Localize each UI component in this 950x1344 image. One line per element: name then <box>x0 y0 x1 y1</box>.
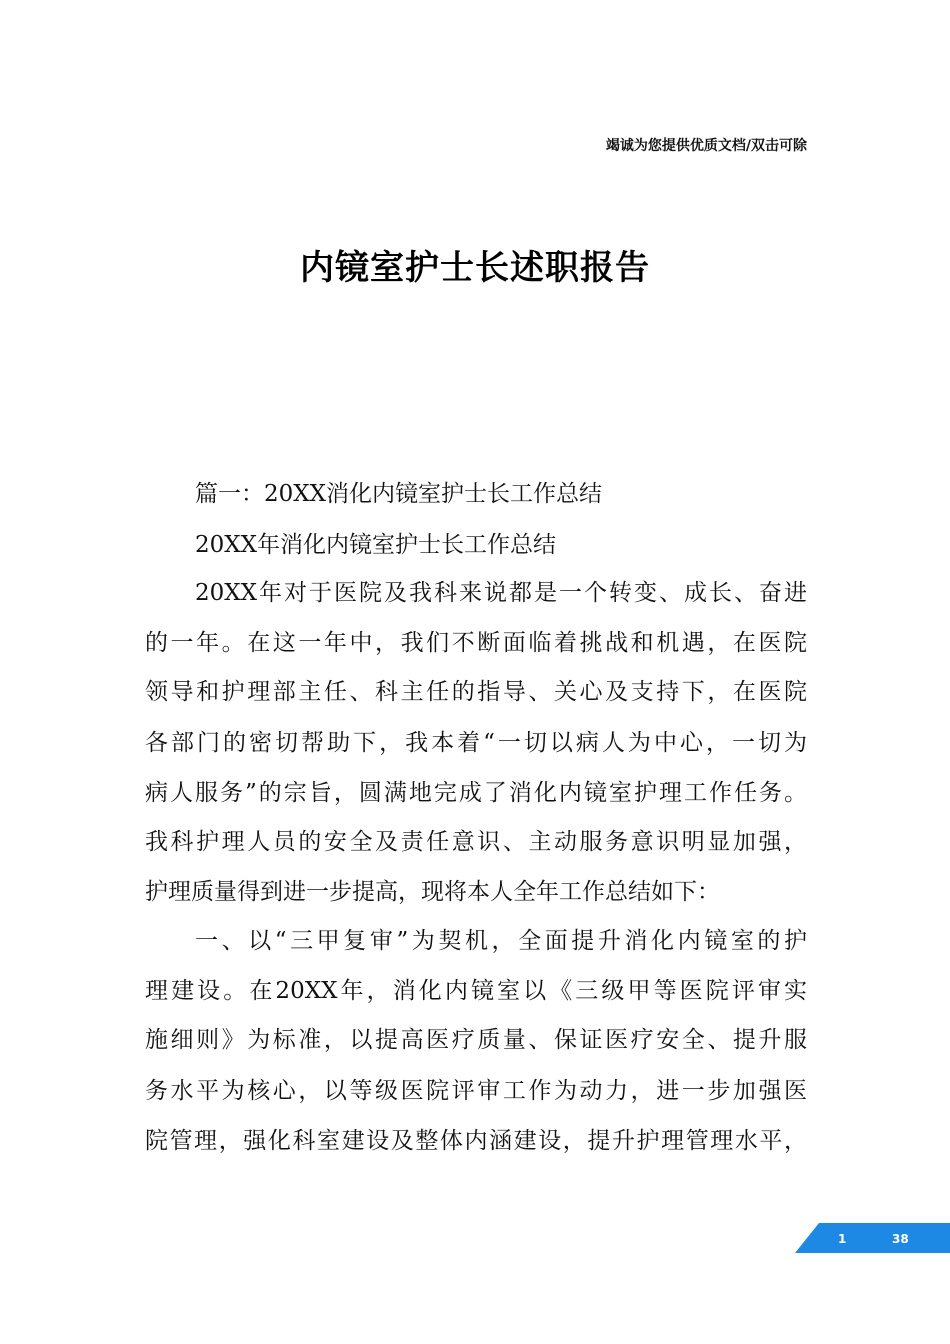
paragraph-line: 理建设。在20XX年，消化内镜室以《三级甲等医院评审实 <box>145 978 807 1004</box>
paragraph-line: 的一年。在这一年中，我们不断面临着挑战和机遇，在医院 <box>145 630 807 656</box>
header-note: 竭诚为您提供优质文档/双击可除 <box>605 138 807 154</box>
paragraph-line: 一、以“三甲复审”为契机，全面提升消化内镜室的护 <box>195 928 807 954</box>
subtitle: 20XX年消化内镜室护士长工作总结 <box>195 532 557 558</box>
paragraph-line: 领导和护理部主任、科主任的指导、关心及支持下，在医院 <box>145 679 807 705</box>
current-page-number: 1 <box>838 1232 847 1246</box>
paragraph-line: 务水平为核心，以等级医院评审工作为动力，进一步加强医 <box>145 1078 807 1104</box>
paragraph-line: 院管理，强化科室建设及整体内涵建设，提升护理管理水平， <box>145 1128 807 1154</box>
total-pages: 38 <box>892 1232 909 1246</box>
paragraph-line: 我科护理人员的安全及责任意识、主动服务意识明显加强， <box>145 829 807 855</box>
page-number-tab <box>795 1223 950 1253</box>
paragraph-line: 护理质量得到进一步提高，现将本人全年工作总结如下： <box>145 879 720 905</box>
paragraph-line: 20XX年对于医院及我科来说都是一个转变、成长、奋进 <box>195 580 807 606</box>
paragraph-line: 施细则》为标准，以提高医疗质量、保证医疗安全、提升服 <box>145 1027 807 1053</box>
paragraph-line: 各部门的密切帮助下，我本着“一切以病人为中心，一切为 <box>145 730 807 756</box>
document-title: 内镜室护士长述职报告 <box>300 248 650 288</box>
section-heading: 篇一：20XX消化内镜室护士长工作总结 <box>195 481 603 507</box>
paragraph-line: 病人服务”的宗旨，圆满地完成了消化内镜室护理工作任务。 <box>145 780 807 806</box>
